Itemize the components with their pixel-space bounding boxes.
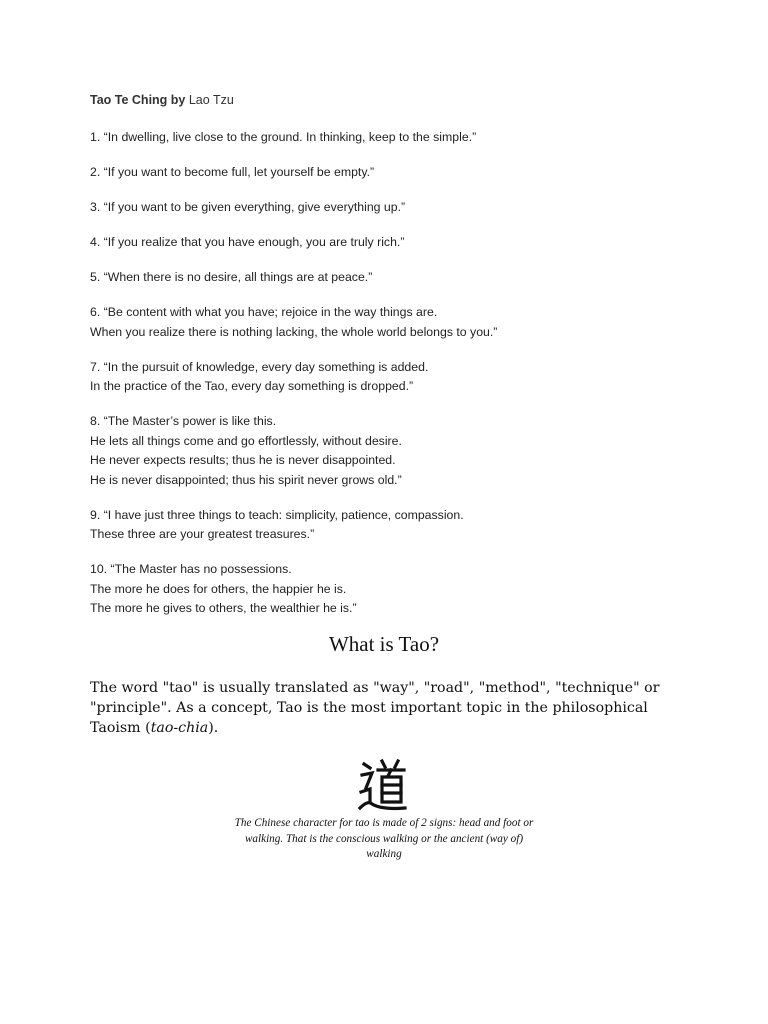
tao-paragraph <box>90 678 690 738</box>
quote-item <box>90 358 730 397</box>
quote-line: 5. “When there is no desire, all things are at peace.” <box>90 270 373 284</box>
quote-line: He never expects results; thus he is never disappointed. <box>90 453 396 467</box>
quote-line: 1. “In dwelling, live close to the ground. In thinking, keep to the simple.” <box>90 130 477 144</box>
quote-line: The more he does for others, the happier he is. <box>90 581 347 596</box>
quote-item <box>90 412 730 490</box>
heading-title: Tao Te Ching by <box>90 93 186 107</box>
quote-item <box>90 198 730 218</box>
paragraph-italic-term: tao-chia <box>150 720 209 736</box>
quote-line: 6. “Be content with what you have; rejoice in the way things are. <box>90 305 438 319</box>
quote-line: 2. “If you want to become full, let yourself be empty.” <box>90 165 375 179</box>
quote-line: These three are your greatest treasures.” <box>90 527 315 541</box>
quote-item <box>90 303 730 342</box>
quote-list <box>90 128 730 634</box>
quote-item <box>90 233 730 253</box>
quote-line: 3. “If you want to be given everything, give everything up.” <box>90 200 406 214</box>
quote-line: 7. “In the pursuit of knowledge, every day something is added. <box>90 359 429 374</box>
quote-line: The more he gives to others, the wealthier he is.” <box>90 601 357 615</box>
quote-line: 10. “The Master has no possessions. <box>90 562 292 576</box>
quote-item <box>90 268 730 288</box>
image-caption: The Chinese character for tao is made of 2 signs: head and foot or walking. That is the conscious walking or the ancient (way of) walking <box>234 817 534 860</box>
quote-line: 9. “I have just three things to teach: simplicity, patience, compassion. <box>90 507 464 522</box>
quote-line: 4. “If you realize that you have enough, you are truly rich.” <box>90 235 405 249</box>
paragraph-text: The word "tao" is usually translated as "way", "road", "method", "technique" or "principle". As a concept, Tao is the most important topic in the philosophical Taoism ( <box>90 680 660 736</box>
quote-line: He lets all things come and go effortlessly, without desire. <box>90 433 402 448</box>
document-heading <box>90 93 234 107</box>
quote-line: When you realize there is nothing lacking, the whole world belongs to you.” <box>90 324 498 339</box>
quote-line: 8. “The Master’s power is like this. <box>90 414 277 428</box>
quote-item <box>90 163 730 183</box>
paragraph-end: ). <box>208 720 219 736</box>
quote-line: He is never disappointed; thus his spirit never grows old.” <box>90 472 402 487</box>
heading-author: Lao Tzu <box>188 93 234 107</box>
quote-item <box>90 128 730 148</box>
tao-character-image <box>358 758 408 812</box>
quote-item <box>90 560 730 619</box>
section-title: What is Tao? <box>328 632 440 656</box>
quote-item <box>90 506 730 545</box>
quote-line: In the practice of the Tao, every day something is dropped.” <box>90 379 414 393</box>
